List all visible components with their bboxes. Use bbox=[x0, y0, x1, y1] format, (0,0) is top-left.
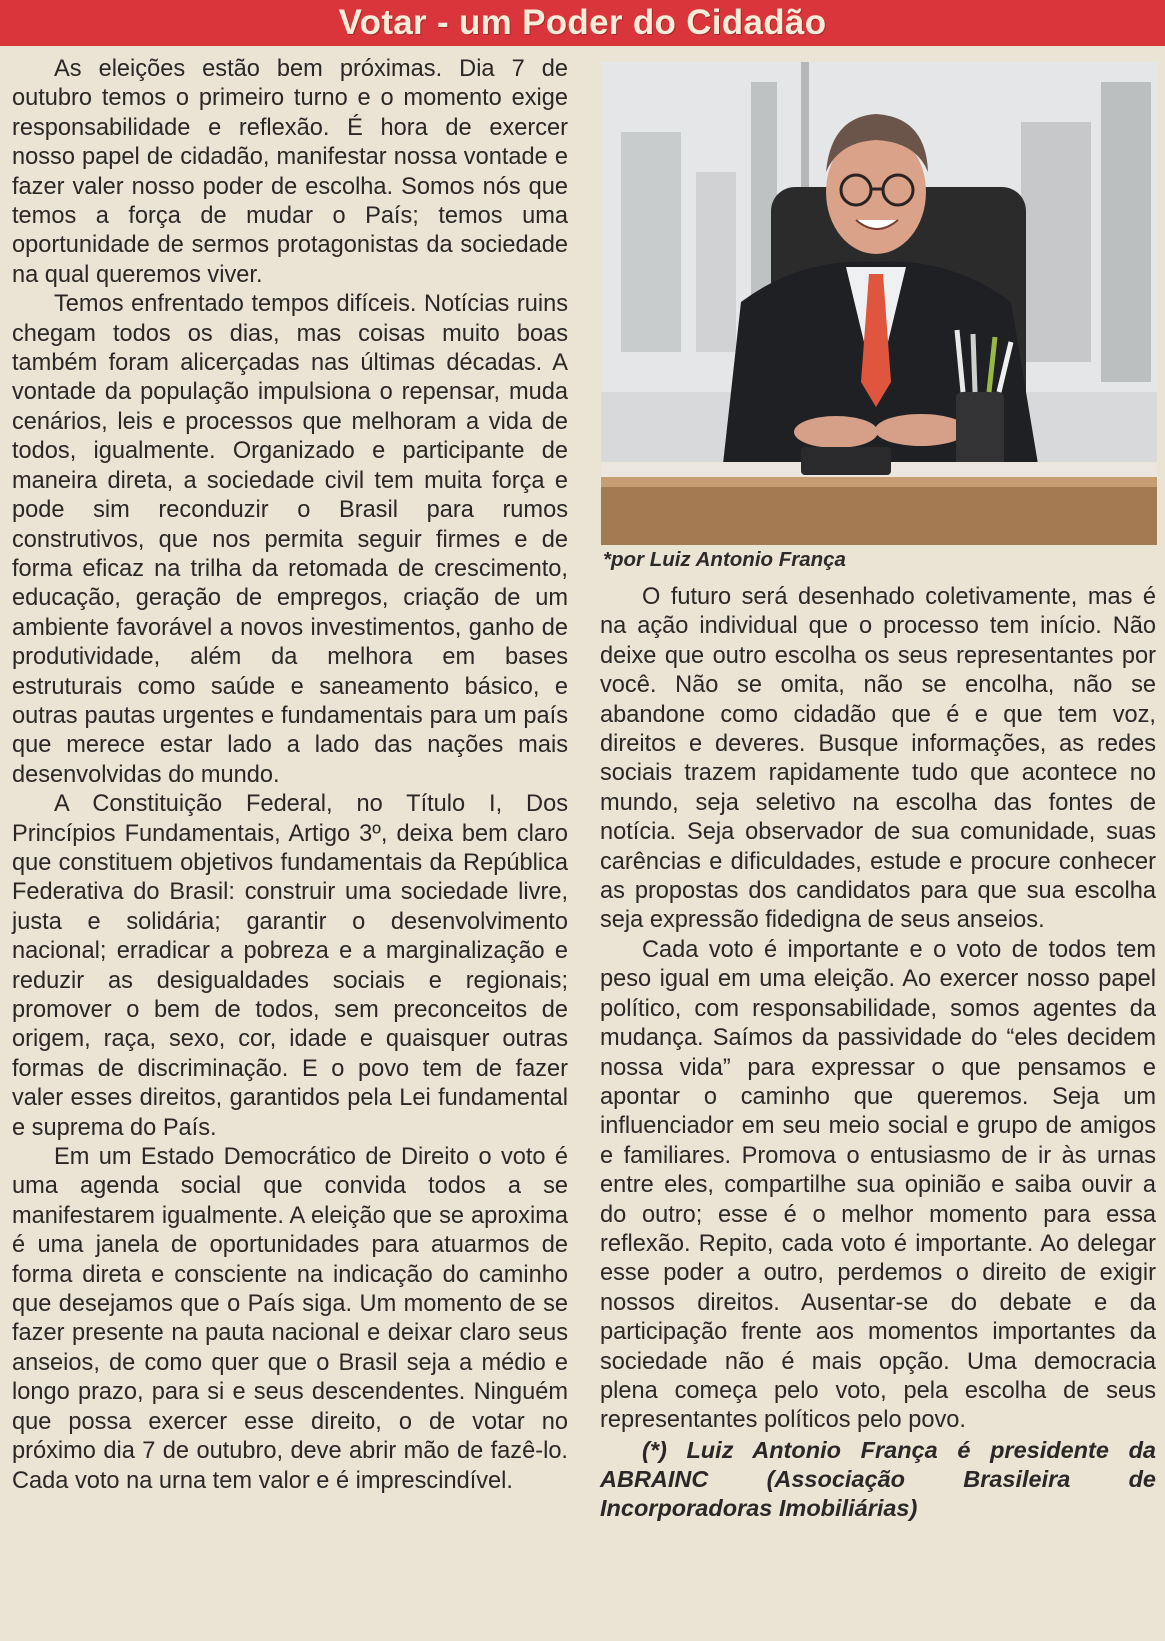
author-note: (*) Luiz Antonio França é presidente da ABRAINC (Associação Brasileira de Incorporadoras Imobiliárias) bbox=[600, 1436, 1156, 1521]
paragraph-2: Temos enfrentado tempos difíceis. Notícias ruins chegam todos os dias, mas coisas muito boas também foram alicerçadas nas últimas décadas. A vontade da população impulsiona o repensar, muda cenários, leis e processos que melhoram a vida de todos, igualmente. Organizado e participante de maneira direta, a sociedade civil tem muita força e pode sim reconduzir o Brasil para rumos construtivos, que nos permita seguir firmes e de forma eficaz na trilha da retomada de crescimento, educação, geração de empregos, criação de um ambiente favorável a novos investimentos, ganho de produtividade, além da melhora em bases estruturais como saúde e saneamento básico, e outras pautas urgentes e fundamentais para um país que merece estar lado a lado das nações mais desenvolvidas do mundo. bbox=[12, 291, 568, 788]
left-column bbox=[12, 55, 568, 1496]
photo-caption: *por Luiz Antonio França bbox=[603, 548, 846, 571]
headline-banner bbox=[0, 0, 1165, 46]
author-photo bbox=[601, 62, 1157, 545]
paragraph-3: A Constituição Federal, no Título I, Dos Princípios Fundamentais, Artigo 3º, deixa bem claro que constituem objetivos fundamentais da República Federativa do Brasil: construir uma sociedade livre, justa e solidária; garantir o desenvolvimento nacional; erradicar a pobreza e a marginalização e reduzir as desigualdades sociais e regionais; promover o bem de todos, sem preconceitos de origem, raça, sexo, cor, idade e quaisquer outras formas de discriminação. E o povo tem de fazer valer esses direitos, garantidos pela Lei fundamental e suprema do País. bbox=[12, 791, 568, 1141]
paragraph-1: As eleições estão bem próximas. Dia 7 de outubro temos o primeiro turno e o momento exige responsabilidade e reflexão. É hora de exercer nosso papel de cidadão, manifestar nossa vontade e fazer valer nosso poder de escolha. Somos nós que temos a força de mudar o País; temos uma oportunidade de sermos protagonistas da sociedade na qual queremos viver. bbox=[12, 56, 568, 288]
paragraph-6: Cada voto é importante e o voto de todos tem peso igual em uma eleição. Ao exercer nosso papel político, com responsabilidade, somos agentes da mudança. Saímos da passividade do “eles decidem nossa vida” para expressar o que pensamos e apontar o caminho que queremos. Seja um influenciador em seu meio social e grupo de amigos e familiares. Promova o entusiasmo de ir às urnas entre eles, compartilhe sua opinião e saiba ouvir a do outro; esse é o melhor momento para essa reflexão. Repito, cada voto é importante. Ao delegar esse poder a outro, perdemos o direito de exigir nossos direitos. Ausentar-se do debate e da participação frente aos momentos importantes da sociedade não é mais opção. Uma democracia plena começa pelo voto, pela escolha de seus representantes políticos pelo povo. bbox=[600, 936, 1156, 1434]
right-column bbox=[600, 583, 1156, 1523]
paragraph-5: O futuro será desenhado coletivamente, mas é na ação individual que o processo tem início. Não deixe que outro escolha os seus representantes por você. Não se omita, não se encolha, não se abandone como cidadão que é e que tem voz, direitos e deveres. Busque informações, as redes sociais trazem rapidamente tudo que acontece no mundo, seja seletivo na escolha das fontes de notícia. Seja observador de sua comunidade, suas carências e dificuldades, estude e procure conhecer as propostas dos candidatos para que sua escolha seja expressão fidedigna de seus anseios. bbox=[600, 584, 1156, 934]
article-title: Votar - um Poder do Cidadão bbox=[338, 3, 827, 42]
paragraph-4: Em um Estado Democrático de Direito o voto é uma agenda social que convida todos a se manifestarem igualmente. A eleição que se aproxima é uma janela de oportunidades para atuarmos de forma direta e consciente na indicação do caminho que desejamos que o País siga. Um momento de se fazer presente na pauta nacional e deixar claro seus anseios, de como quer que o Brasil seja a médio e longo prazo, para si e seus descendentes. Ninguém que possa exercer esse direito, o de votar no próximo dia 7 de outubro, deve abrir mão de fazê-lo. Cada voto na urna tem valor e é imprescindível. bbox=[12, 1144, 568, 1494]
